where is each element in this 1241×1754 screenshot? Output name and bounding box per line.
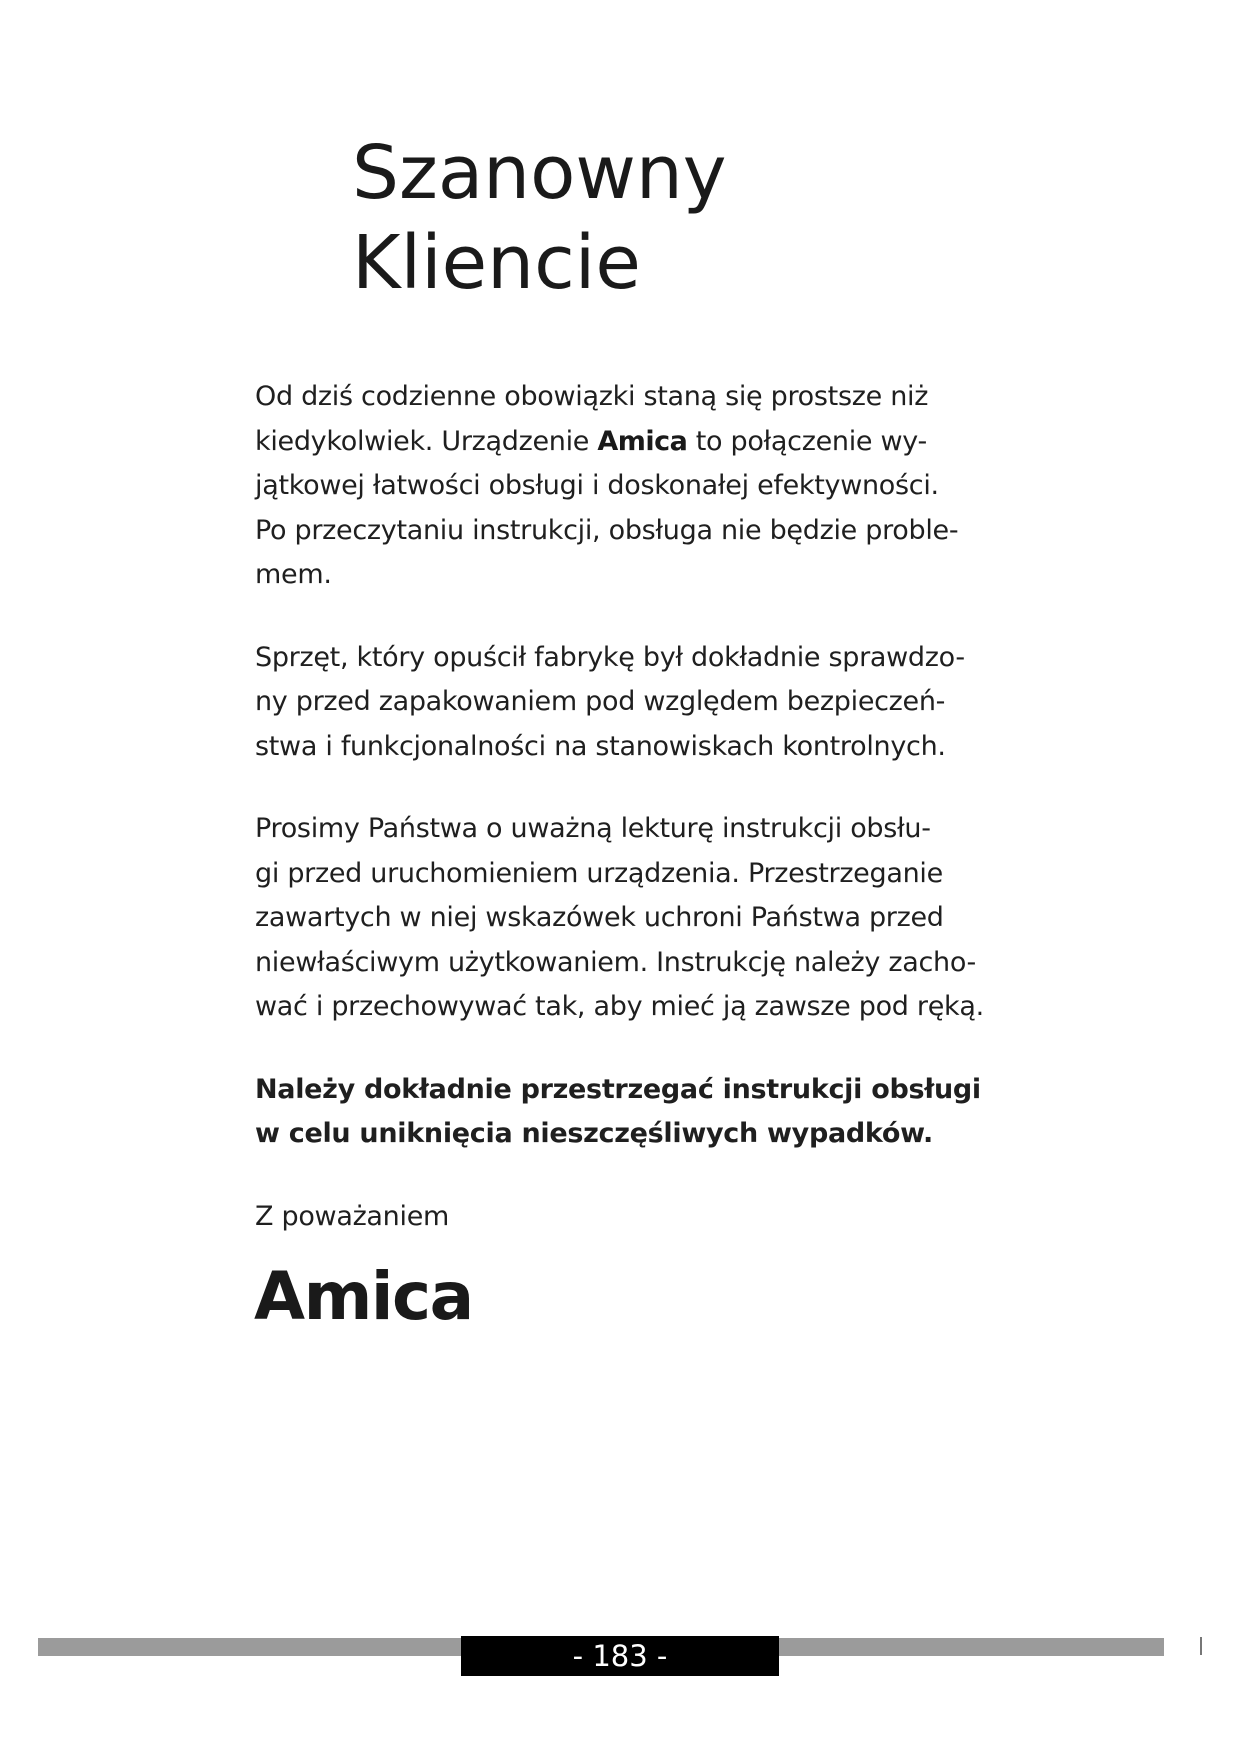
text-line: zawartych w niej wskazówek uchroni Państwa przed [255,902,944,933]
text-line: Prosimy Państwa o uważną lekturę instrukcji obsłu- [255,813,931,844]
text-line: Od dziś codzienne obowiązki staną się prostsze niż [255,381,929,412]
edge-mark [1200,1637,1202,1655]
text-line: wać i przechowywać tak, aby mieć ją zawsze pod ręką. [255,991,984,1022]
text-line: Należy dokładnie przestrzegać instrukcji obsługi [255,1073,981,1105]
text-segment: to połączenie wy- [687,425,927,457]
text-line: gi przed uruchomieniem urządzenia. Przestrzeganie [255,857,943,889]
paragraph-quality [255,636,1015,770]
text-line-with-brand [255,420,1015,465]
text-line: mem. [255,559,332,590]
page-title [352,128,727,308]
amica-logo: Amica [254,1258,473,1335]
page-number: - 183 - [461,1636,779,1676]
text-segment: kiedykolwiek. Urządzenie [255,425,590,457]
text-line: ny przed zapakowaniem pod względem bezpieczeń- [255,686,946,717]
text-line: Po przeczytaniu instrukcji, obsługa nie będzie proble- [255,514,959,546]
inline-brand-logo: Amica [597,425,688,457]
text-line: w celu uniknięcia nieszczęśliwych wypadków. [255,1118,933,1149]
paragraph-intro [255,375,1015,598]
title-line-2: Kliencie [352,220,641,306]
title-line-1: Szanowny [352,130,727,216]
letter-body [255,375,1015,1249]
text-line: niewłaściwym użytkowaniem. Instrukcję należy zacho- [255,946,977,978]
text-line: jątkowej łatwości obsługi i doskonałej efektywności. [255,470,939,501]
paragraph-instructions [255,807,1015,1030]
paragraph-safety-warning [255,1068,1015,1157]
closing-salutation: Z poważaniem [255,1200,450,1232]
text-line: stwa i funkcjonalności na stanowiskach kontrolnych. [255,730,946,762]
text-line: Sprzęt, który opuścił fabrykę był dokładnie sprawdzo- [255,641,965,673]
